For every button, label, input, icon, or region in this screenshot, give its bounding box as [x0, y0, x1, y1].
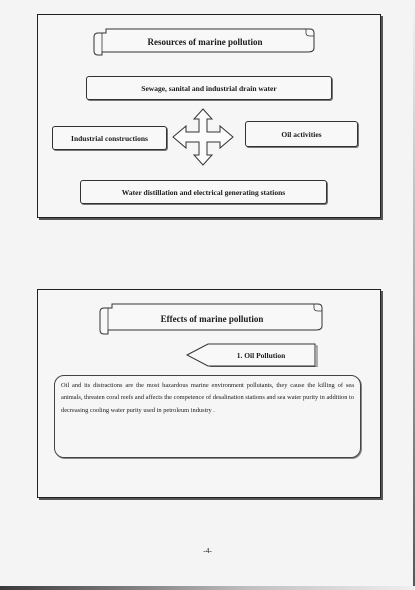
effects-title: Effects of marine pollution	[160, 314, 264, 324]
sewage-box	[86, 76, 332, 100]
oil-pollution-heading	[186, 343, 318, 367]
page-number: -4-	[203, 546, 212, 555]
oil-activities-box	[245, 121, 358, 147]
page-bottom-shadow	[0, 586, 415, 590]
industrial-box	[52, 126, 167, 150]
distillation-label: Water distillation and electrical generating stations	[121, 187, 286, 197]
oil-pollution-label: 1. Oil Pollution	[236, 350, 286, 360]
effects-title-banner	[98, 302, 326, 336]
four-way-arrows-icon	[172, 108, 234, 166]
oil-pollution-paragraph-box	[54, 375, 361, 458]
oil-activities-label: Oil activities	[281, 129, 322, 139]
sewage-label: Sewage, sanital and industrial drain water	[141, 83, 277, 93]
resources-title: Resources of marine pollution	[147, 37, 263, 47]
resources-title-banner	[92, 27, 318, 57]
distillation-box	[80, 180, 327, 204]
oil-pollution-paragraph: Oil and its distractions are the most hazardous marine environment pollutants, they cause the killing of sea animals, threaten coral reefs and affects the competence of desalination stations and sea water purity in addition to decreasing cooling water purity used in petroleum industry .	[61, 382, 354, 414]
industrial-label: Industrial constructions	[71, 133, 148, 143]
